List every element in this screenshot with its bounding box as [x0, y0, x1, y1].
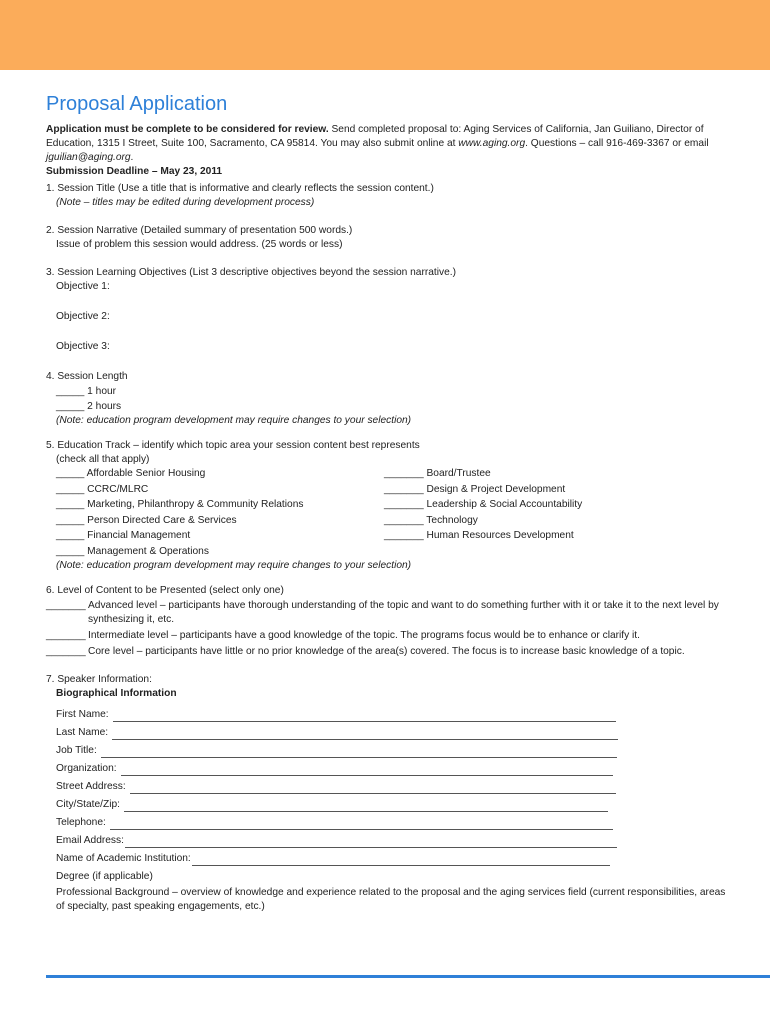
- level-intermediate-text: Intermediate level – participants have a good knowledge of the topic. The programs focus would be to enhance or clarify it.: [88, 629, 640, 641]
- track-leadership-social-accountability[interactable]: _______ Leadership & Social Accountability: [384, 499, 583, 510]
- first-name-field[interactable]: [46, 704, 736, 722]
- website-link[interactable]: www.aging.org: [458, 138, 526, 149]
- track-board-trustee[interactable]: _______ Board/Trustee: [384, 468, 491, 479]
- street-address-input[interactable]: [130, 782, 616, 794]
- intro-mid: . Questions – call 916-469-3367 or email: [525, 138, 709, 149]
- track-column-right: [384, 467, 582, 559]
- q7-label: 7. Speaker Information:: [46, 673, 152, 685]
- last-name-field[interactable]: [46, 722, 736, 740]
- academic-institution-label: Name of Academic Institution:: [56, 852, 191, 864]
- track-options: [46, 467, 736, 559]
- job-title-field[interactable]: [46, 740, 736, 758]
- page-title: Proposal Application: [46, 93, 228, 115]
- footer-rule: [46, 975, 770, 978]
- intro-text: Send completed proposal to: Aging Services of California, Jan Guiliano, Director of Education, 1315 I Street, Suite 100, Sacramento, CA 95814. You may also submit online at: [46, 124, 704, 149]
- length-2-hours[interactable]: _____ 2 hours: [56, 401, 122, 412]
- level-advanced[interactable]: [46, 599, 736, 627]
- track-person-directed-care[interactable]: _____ Person Directed Care & Services: [56, 514, 237, 526]
- telephone-input[interactable]: [110, 818, 613, 830]
- intro-end: .: [130, 152, 134, 163]
- city-state-zip-label: City/State/Zip:: [56, 798, 120, 810]
- first-name-input[interactable]: [113, 710, 616, 722]
- track-management-operations[interactable]: _____ Management & Operations: [56, 545, 209, 557]
- q1-note: (Note – titles may be edited during development process): [56, 197, 315, 208]
- level-advanced-blank[interactable]: _______: [46, 599, 86, 611]
- objective-3: Objective 3:: [56, 341, 110, 352]
- first-name-label: First Name:: [56, 708, 109, 720]
- academic-institution-input[interactable]: [192, 854, 610, 866]
- city-state-zip-field[interactable]: [46, 794, 736, 812]
- job-title-label: Job Title:: [56, 744, 97, 756]
- email-address-label: Email Address:: [56, 834, 124, 846]
- biographical-heading: Biographical Information: [56, 687, 177, 699]
- q4-label: 4. Session Length: [46, 371, 128, 382]
- q2-sub: Issue of problem this session would address. (25 words or less): [56, 239, 343, 250]
- email-address-field[interactable]: [46, 830, 736, 848]
- level-core-text: Core level – participants have little or no prior knowledge of the area(s) covered. The focus is to increase basic knowledge of a topic.: [88, 645, 685, 657]
- q2-label: 2. Session Narrative (Detailed summary of presentation 500 words.): [46, 225, 353, 236]
- email-address-input[interactable]: [125, 836, 617, 848]
- level-intermediate-blank[interactable]: _______: [46, 629, 86, 641]
- track-ccrc-mlrc[interactable]: _____ CCRC/MLRC: [56, 483, 149, 495]
- email-link[interactable]: jguilian@aging.org: [46, 152, 131, 163]
- organization-input[interactable]: [121, 764, 613, 776]
- form-content: [46, 91, 736, 914]
- q3-label: 3. Session Learning Objectives (List 3 descriptive objectives beyond the session narrative.): [46, 267, 456, 278]
- q5-note: (Note: education program development may require changes to your selection): [56, 559, 412, 571]
- q6-label: 6. Level of Content to be Presented (select only one): [46, 584, 284, 596]
- track-design-project-development[interactable]: _______ Design & Project Development: [384, 483, 566, 495]
- q5-label: 5. Education Track – identify which topic area your session content best represents: [46, 440, 420, 451]
- q5-sub: (check all that apply): [56, 454, 150, 465]
- last-name-label: Last Name:: [56, 726, 109, 738]
- intro-paragraph: [46, 123, 736, 165]
- intro-lead: Application must be complete to be considered for review.: [46, 124, 329, 135]
- street-address-label: Street Address:: [56, 780, 126, 792]
- level-core[interactable]: [46, 645, 736, 659]
- telephone-field[interactable]: [46, 812, 736, 830]
- level-core-blank[interactable]: _______: [46, 645, 86, 657]
- header-band: [0, 0, 770, 70]
- length-1-hour[interactable]: _____ 1 hour: [56, 386, 117, 397]
- track-marketing[interactable]: _____ Marketing, Philanthropy & Community Relations: [56, 499, 304, 510]
- objective-2: Objective 2:: [56, 311, 110, 322]
- street-address-field[interactable]: [46, 776, 736, 794]
- level-intermediate[interactable]: [46, 629, 736, 643]
- level-advanced-text: Advanced level – participants have thorough understanding of the topic and want to do something further with it or take it to the next level by synthesizing it, etc.: [88, 599, 719, 625]
- degree-label: Degree (if applicable): [56, 870, 153, 882]
- track-human-resources-development[interactable]: _______ Human Resources Development: [384, 530, 574, 541]
- track-column-left: [56, 467, 384, 559]
- professional-background: Professional Background – overview of knowledge and experience related to the proposal and the aging services field (current responsibilities, areas of specialty, past speaking engagements, etc.): [56, 886, 726, 912]
- track-affordable-senior-housing[interactable]: _____ Affordable Senior Housing: [56, 468, 206, 479]
- telephone-label: Telephone:: [56, 816, 106, 828]
- track-financial-management[interactable]: _____ Financial Management: [56, 530, 191, 541]
- q1-label: 1. Session Title (Use a title that is informative and clearly reflects the session content.): [46, 183, 434, 194]
- submission-deadline: Submission Deadline – May 23, 2011: [46, 166, 223, 177]
- city-state-zip-input[interactable]: [124, 800, 608, 812]
- job-title-input[interactable]: [101, 746, 617, 758]
- last-name-input[interactable]: [112, 728, 618, 740]
- objective-1: Objective 1:: [56, 281, 110, 292]
- track-technology[interactable]: _______ Technology: [384, 514, 478, 526]
- organization-label: Organization:: [56, 762, 117, 774]
- academic-institution-field[interactable]: [46, 848, 736, 866]
- q4-note: (Note: education program development may require changes to your selection): [56, 415, 412, 426]
- organization-field[interactable]: [46, 758, 736, 776]
